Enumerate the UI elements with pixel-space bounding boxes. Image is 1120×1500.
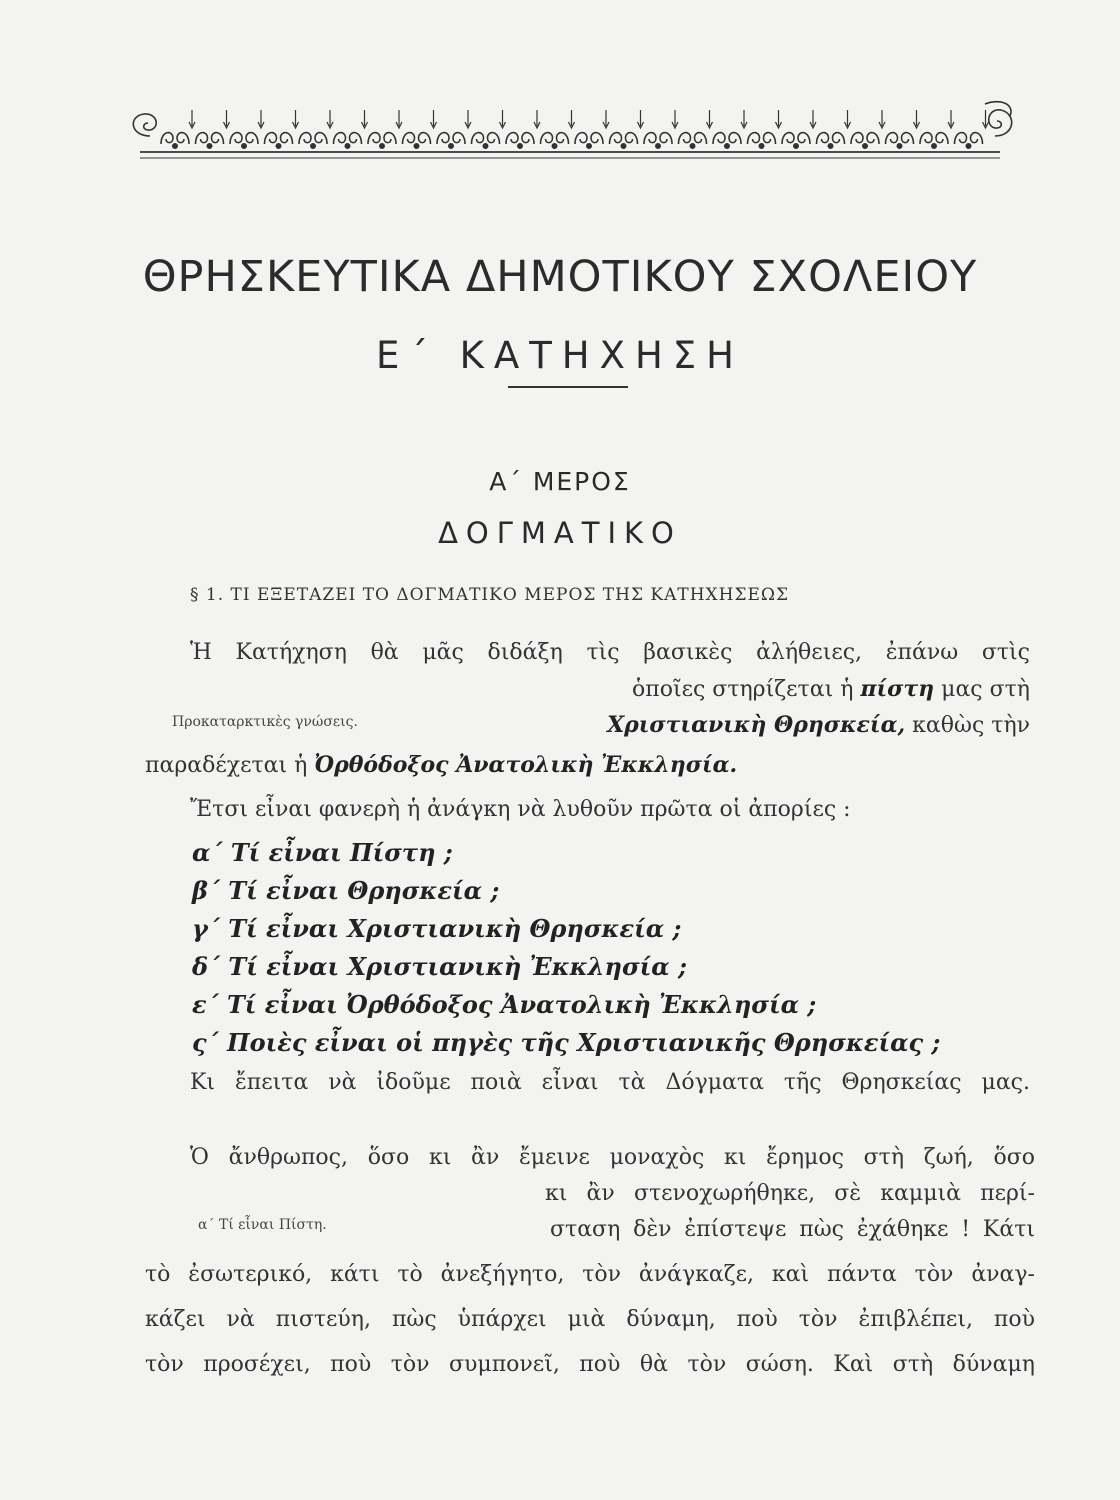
decorative-header-ornament <box>120 96 1025 162</box>
para3-line3-text: σταση δὲν ἐπίστεψε πὼς ἐχάθηκε ! Κάτι <box>550 1217 1035 1242</box>
para1-line3-end: καθὼς τὴν <box>905 713 1030 738</box>
para1-line4-text: παραδέχεται ἡ <box>145 753 315 778</box>
para2-intro: Ἔτσι εἶναι φανερὴ ἡ ἀνάγκη νὰ λυθοῦν πρῶτα οἱ ἀπορίες : <box>190 797 851 822</box>
para1-line2-text: ὁποῖες στηρίζεται ἡ <box>632 677 861 702</box>
para1-line2-end: μας στὴ <box>934 677 1030 702</box>
para3-line3 <box>550 1217 1035 1243</box>
para1-line3 <box>535 712 1030 739</box>
para2-closing <box>190 1070 1030 1096</box>
para3-line1-text: Ὁ ἄνθρωπος, ὅσο κι ἂν ἔμεινε μοναχὸς κι ἔρημος στὴ ζωή, ὅσο <box>190 1145 1035 1170</box>
question-item: ς΄ Ποιὲς εἶναι οἱ πηγὲς τῆς Χριστιανικῆς Θρησκείας ; <box>192 1028 941 1057</box>
para3-line2-text: κι ἂν στενοχωρήθηκε, σὲ καμμιὰ περί- <box>545 1181 1035 1206</box>
para1-line4 <box>145 752 737 779</box>
section-heading: § 1. ΤΙ ΕΞΕΤΑΖΕΙ ΤΟ ΔΟΓΜΑΤΙΚΟ ΜΕΡΟΣ ΤΗΣ ΚΑΤΗΧΗΣΕΩΣ <box>190 585 790 605</box>
para3-line5 <box>145 1307 1035 1333</box>
page-subtitle: Ε΄ ΚΑΤΗΧΗΣΗ <box>375 334 744 377</box>
margin-note-2: α΄ Τί εἶναι Πίστη. <box>198 1217 327 1233</box>
part-name: ΔΟΓΜΑΤΙΚΟ <box>438 516 682 550</box>
title-divider <box>508 386 628 388</box>
question-item: γ΄ Τί εἶναι Χριστιανικὴ Θρησκεία ; <box>192 914 682 943</box>
para1-line2 <box>530 676 1030 703</box>
question-item: ε΄ Τί εἶναι Ὀρθόδοξος Ἀνατολικὴ Ἐκκλησία ; <box>192 990 817 1019</box>
question-item: β΄ Τί εἶναι Θρησκεία ; <box>192 876 500 905</box>
para3-line2 <box>545 1181 1035 1207</box>
page-title: ΘΡΗΣΚΕΥΤΙΚΑ ΔΗΜΟΤΙΚΟΥ ΣΧΟΛΕΙΟΥ <box>142 252 978 302</box>
margin-note-1: Προκαταρκτικὲς γνώσεις. <box>172 714 358 730</box>
para3-line6-text: τὸν προσέχει, ποὺ τὸν συμπονεῖ, ποὺ θὰ τὸν σώση. Καὶ στὴ δύναμη <box>145 1352 1035 1377</box>
emphasis-christian-religion: Χριστιανικὴ Θρησκεία, <box>607 712 906 738</box>
emphasis-orthodox-church: Ὀρθόδοξος Ἀνατολικὴ Ἐκκλησία. <box>314 752 738 778</box>
para1-line1-text: Ἡ Κατήχηση θὰ μᾶς διδάξη τὶς βασικὲς ἀλήθειες, ἐπάνω στὶς <box>190 640 1030 665</box>
question-item: α΄ Τί εἶναι Πίστη ; <box>192 838 453 867</box>
para3-line5-text: κάζει νὰ πιστεύη, πὼς ὑπάρχει μιὰ δύναμη, ποὺ τὸν ἐπιβλέπει, ποὺ <box>145 1307 1035 1332</box>
question-item: δ΄ Τί εἶναι Χριστιανικὴ Ἐκκλησία ; <box>192 952 687 981</box>
para1-line1 <box>190 640 1030 666</box>
para3-line6 <box>145 1352 1035 1378</box>
para2-closing-text: Κι ἔπειτα νὰ ἰδοῦμε ποιὰ εἶναι τὰ Δόγματα τῆς Θρησκείας μας. <box>190 1070 1030 1095</box>
para3-line4 <box>145 1262 1035 1288</box>
para3-line1 <box>190 1145 1035 1171</box>
part-label: Α΄ ΜΕΡΟΣ <box>489 467 631 496</box>
para3-line4-text: τὸ ἐσωτερικό, κάτι τὸ ἀνεξήγητο, τὸν ἀνάγκαζε, καὶ πάντα τὸν ἀναγ- <box>145 1262 1035 1287</box>
emphasis-pisti: πίστη <box>860 676 935 702</box>
